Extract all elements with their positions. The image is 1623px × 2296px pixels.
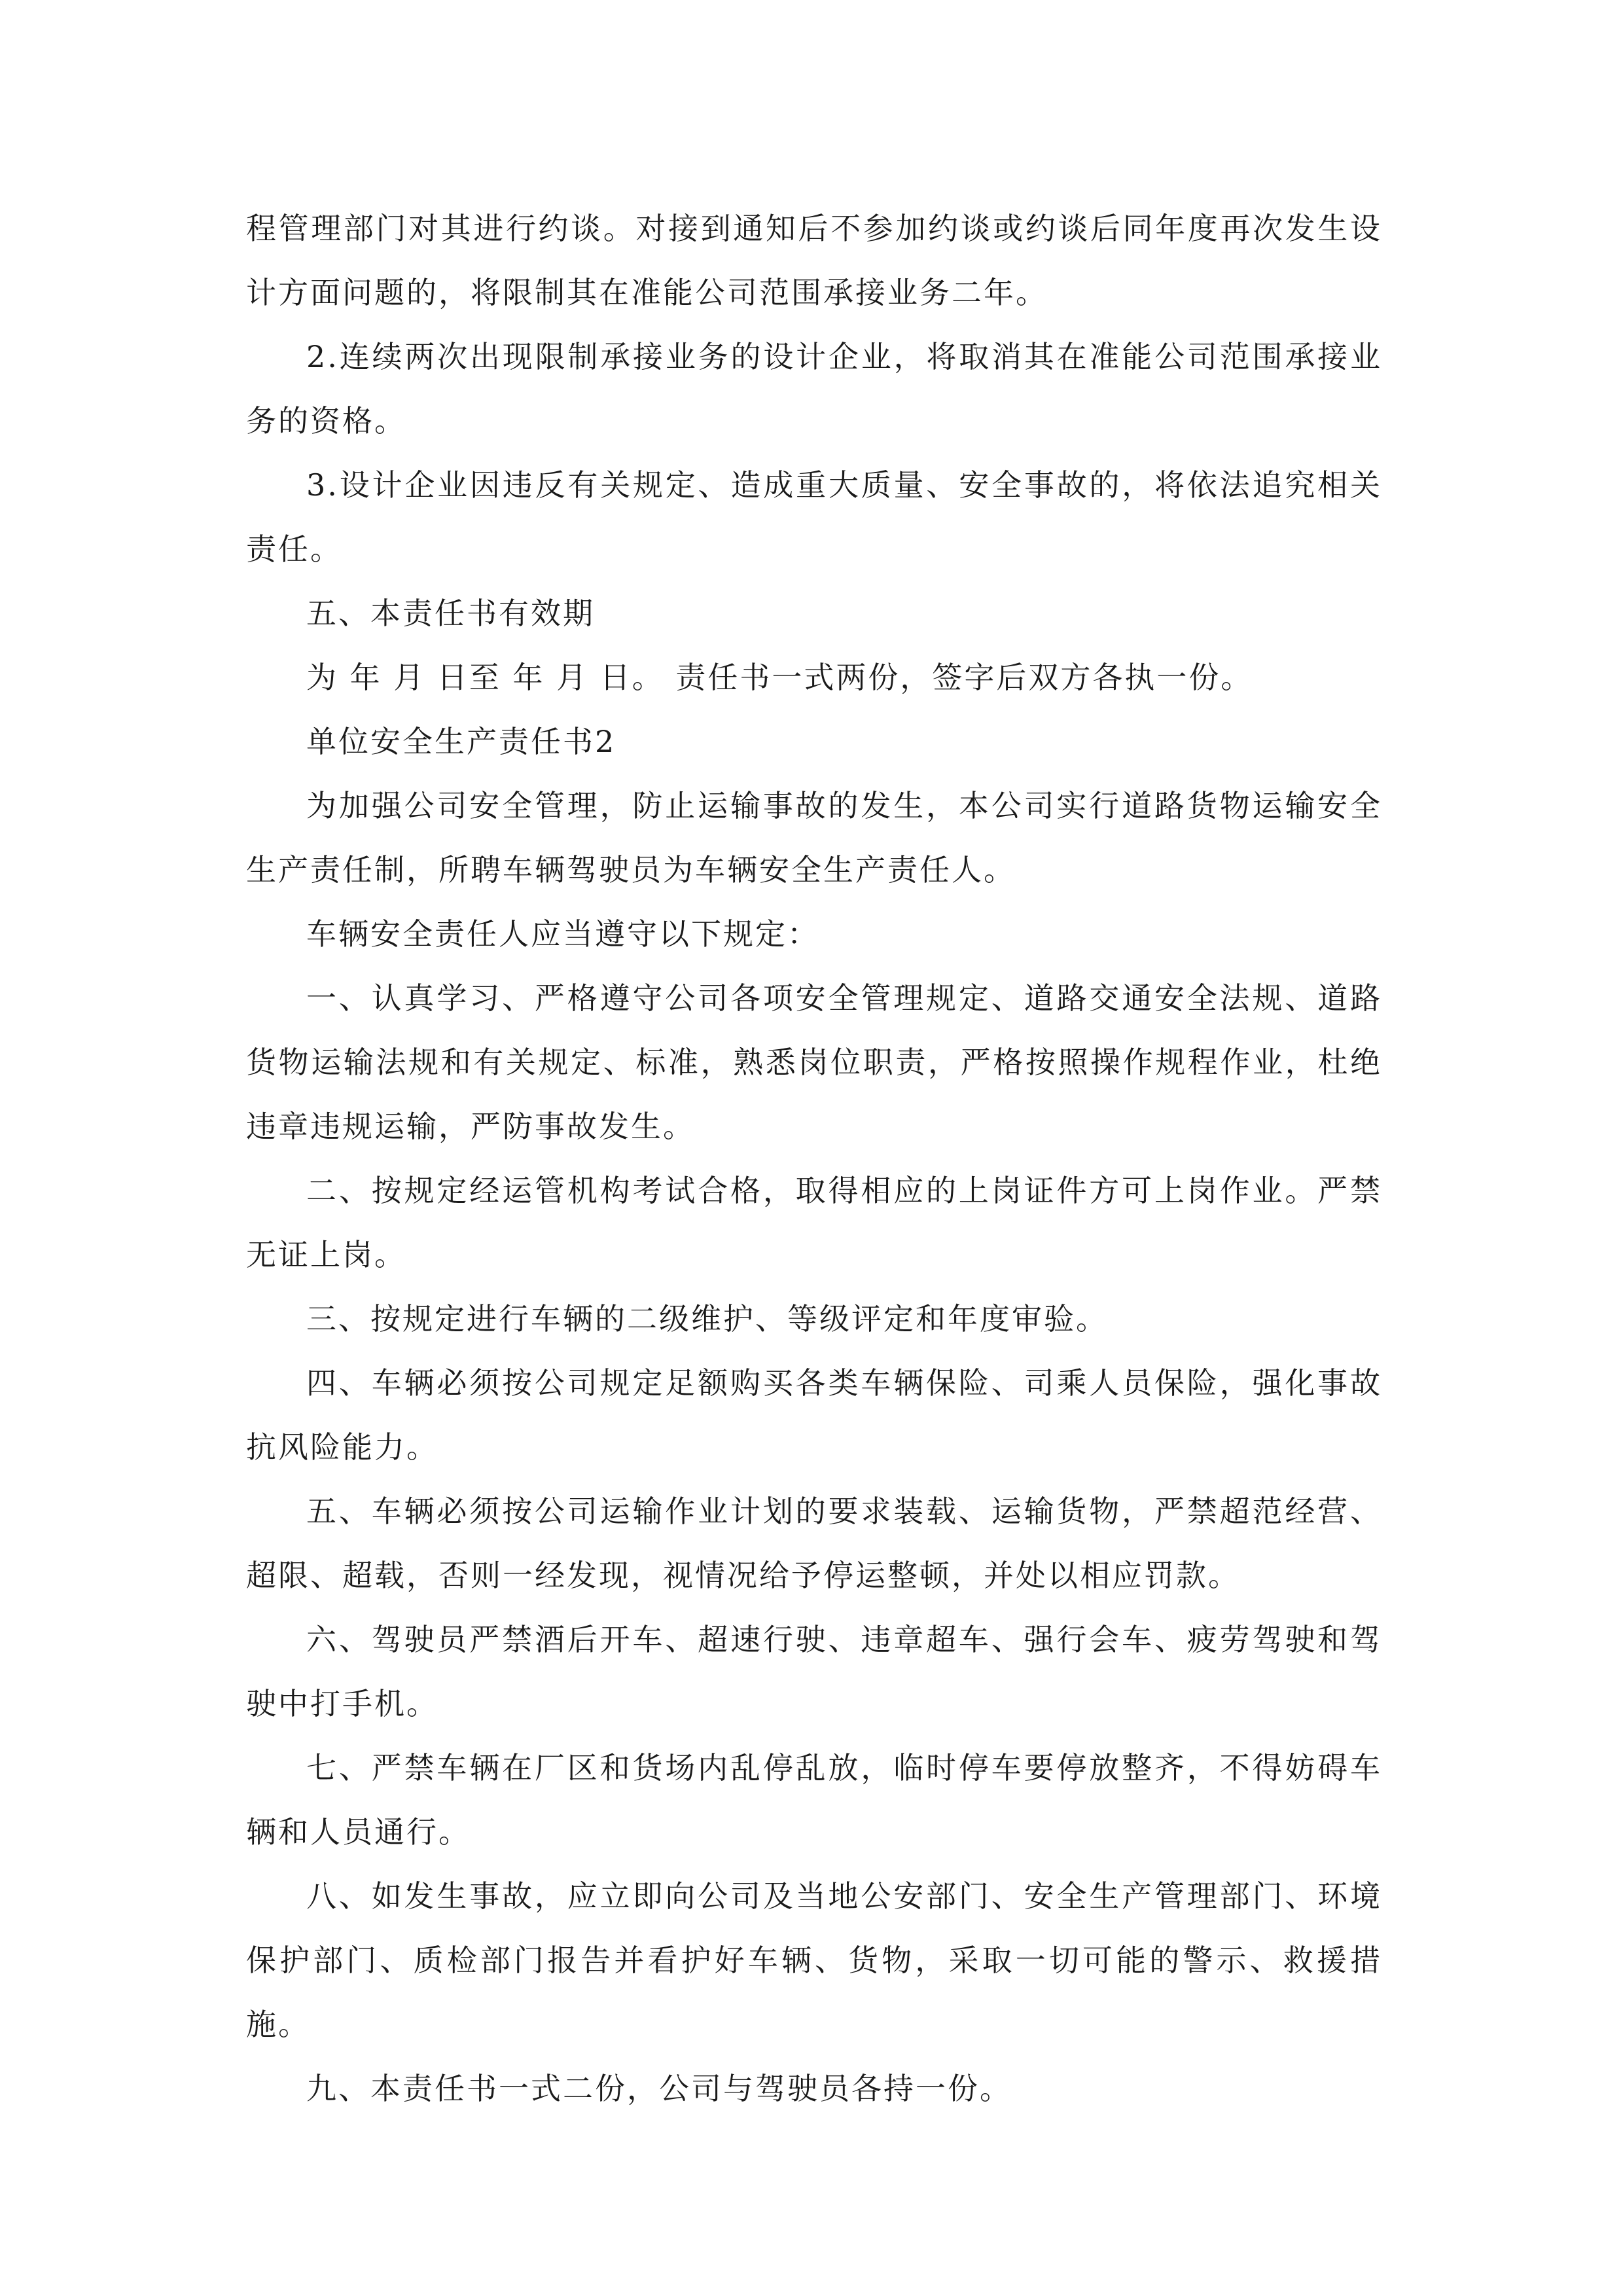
rule-item-5: 五、车辆必须按公司运输作业计划的要求装载、运输货物，严禁超范经营、超限、超载，否则一经发现，视情况给予停运整顿，并处以相应罚款。 xyxy=(246,1494,1382,1593)
rule-item-9: 九、本责任书一式二份，公司与驾驶员各持一份。 xyxy=(306,2071,1012,2106)
paragraph-intro: 为加强公司安全管理，防止运输事故的发生，本公司实行道路货物运输安全生产责任制，所聘车辆驾驶员为车辆安全生产责任人。 xyxy=(246,788,1382,888)
paragraph-item-3: 3.设计企业因违反有关规定、造成重大质量、安全事故的，将依法追究相关责任。 xyxy=(246,467,1382,567)
rule-item-4: 四、车辆必须按公司规定足额购买各类车辆保险、司乘人员保险，强化事故抗风险能力。 xyxy=(246,1365,1382,1465)
paragraph-continuation: 程管理部门对其进行约谈。对接到通知后不参加约谈或约谈后同年度再次发生设计方面问题的，将限制其在准能公司范围承接业务二年。 xyxy=(246,211,1382,310)
paragraph-item-2: 2.连续两次出现限制承接业务的设计企业，将取消其在准能公司范围承接业务的资格。 xyxy=(246,339,1382,439)
rule-item-7: 七、严禁车辆在厂区和货场内乱停乱放，临时停车要停放整齐，不得妨碍车辆和人员通行。 xyxy=(246,1750,1382,1850)
rule-item-2: 二、按规定经运管机构考试合格，取得相应的上岗证件方可上岗作业。严禁无证上岗。 xyxy=(246,1173,1382,1272)
paragraph-validity-period: 为 年 月 日至 年 月 日。 责任书一式两份，签字后双方各执一份。 xyxy=(306,660,1253,695)
document-page xyxy=(246,196,1382,2121)
section-heading-validity: 五、本责任书有效期 xyxy=(306,596,595,631)
rule-item-8: 八、如发生事故，应立即向公司及当地公安部门、安全生产管理部门、环境保护部门、质检部门报告并看护好车辆、货物，采取一切可能的警示、救援措施。 xyxy=(246,1878,1382,2042)
rule-item-6: 六、驾驶员严禁酒后开车、超速行驶、违章超车、强行会车、疲劳驾驶和驾驶中打手机。 xyxy=(246,1622,1382,1721)
document-subtitle: 单位安全生产责任书2 xyxy=(306,724,616,759)
paragraph-rules-lead: 车辆安全责任人应当遵守以下规定： xyxy=(306,916,819,952)
rule-item-3: 三、按规定进行车辆的二级维护、等级评定和年度审验。 xyxy=(306,1301,1108,1336)
rule-item-1: 一、认真学习、严格遵守公司各项安全管理规定、道路交通安全法规、道路货物运输法规和有关规定、标准，熟悉岗位职责，严格按照操作规程作业，杜绝违章违规运输，严防事故发生。 xyxy=(246,980,1382,1144)
